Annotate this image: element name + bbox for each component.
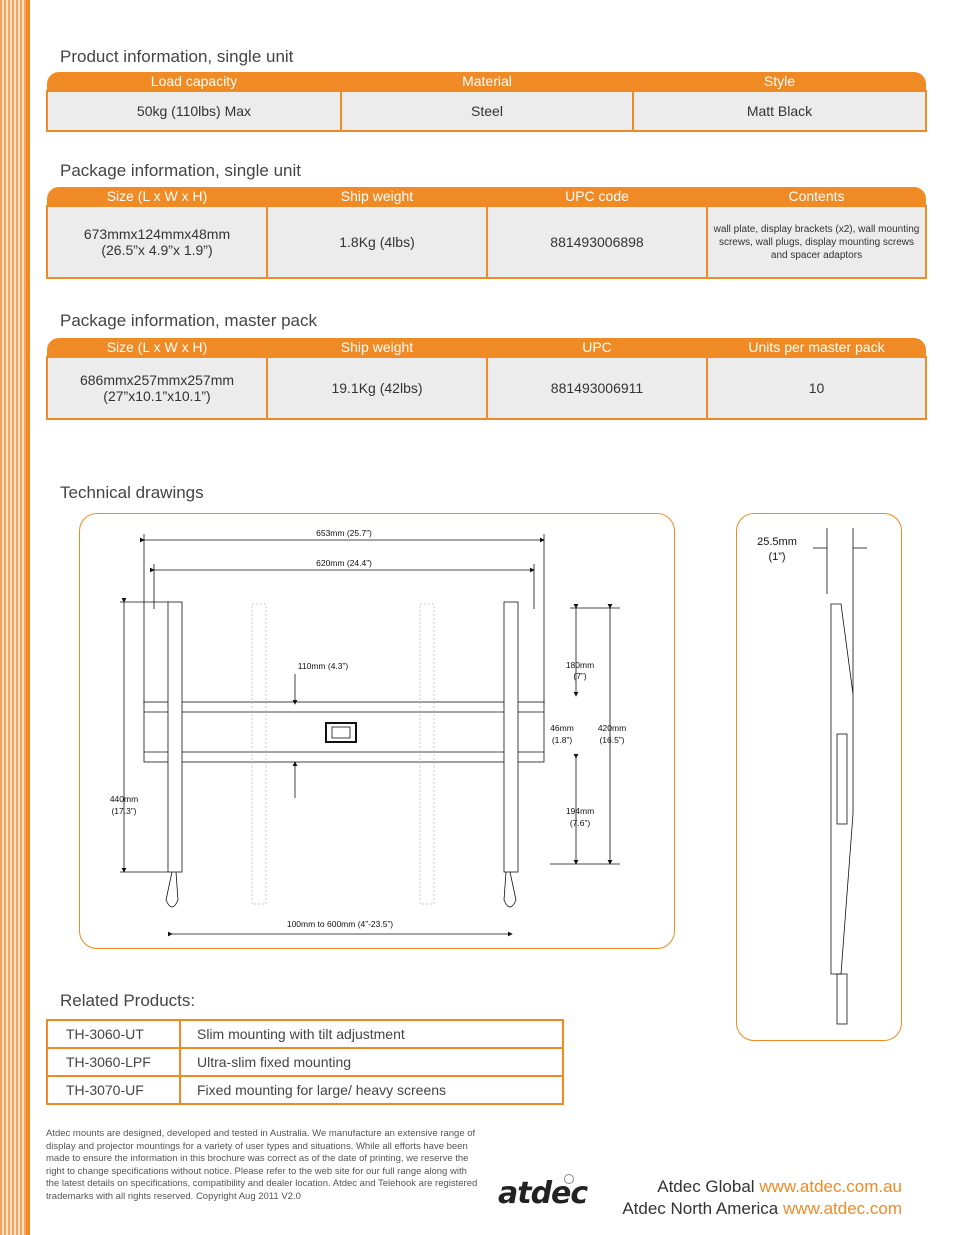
dim-total-width: 653mm (25.7”) [316,528,372,538]
dim-side-a: 25.5mm [757,536,797,548]
related-desc: Ultra-slim fixed mounting [180,1048,563,1076]
related-products-table [46,1019,564,1105]
package-size-in: (26.5”x 4.9”x 1.9”) [101,242,213,258]
package-upc-value: 881493006898 [487,206,707,278]
header-master-upc: UPC [487,338,707,357]
front-view-drawing [80,514,674,948]
dim-46b: (1.8”) [551,735,573,745]
related-row [47,1020,563,1048]
dim-194a: 194mm [565,806,595,816]
load-capacity-value: 50kg (110lbs) Max [47,91,341,131]
master-upc-value: 881493006911 [487,357,707,419]
master-weight-value: 19.1Kg (42lbs) [267,357,487,419]
style-value: Matt Black [633,91,926,131]
atdec-logo: atdec [498,1176,588,1211]
master-size-value [47,357,267,419]
na-label: Atdec North America [622,1199,779,1218]
dim-range: 100mm to 600mm (4”-23.5”) [286,919,394,929]
master-size-mm: 686mmx257mmx257mm [79,372,235,388]
related-row [47,1076,563,1104]
logo-registered-mark [564,1174,574,1184]
dim-hole-width: 620mm (24.4”) [316,558,372,568]
header-contents: Contents [707,187,926,206]
related-code: TH-3060-UT [47,1020,180,1048]
package-size-value [47,206,267,278]
master-units-value: 10 [707,357,926,419]
decorative-side-stripes [0,0,30,1235]
header-ship-weight: Ship weight [267,187,487,206]
related-row [47,1048,563,1076]
dim-side-b: (1”) [768,551,786,563]
dim-440a: 440mm [109,794,139,804]
technical-drawings-title: Technical drawings [60,483,204,502]
package-contents-value: wall plate, display brackets (x2), wall mounting screws, wall plugs, display mounting screws and spacer adaptors [707,206,926,278]
dim-180b: (7”) [573,671,587,681]
related-products-title: Related Products: [60,991,196,1010]
contact-north-america [622,1199,902,1219]
header-master-weight: Ship weight [267,338,487,357]
related-code: TH-3060-LPF [47,1048,180,1076]
dim-420b: (16.5”) [599,735,625,745]
product-info-title: Product information, single unit [60,47,294,66]
related-desc: Slim mounting with tilt adjustment [180,1020,563,1048]
dim-420a: 420mm [597,723,627,733]
dim-440b: (17.3”) [111,806,137,816]
dim-110: 110mm (4.3”) [297,661,349,671]
package-size-mm: 673mmx124mmx48mm [83,226,231,242]
dim-46a: 46mm [550,723,574,733]
front-drawing-box [79,513,675,949]
master-pack-table [46,338,927,420]
package-info-table [46,187,927,279]
master-pack-title: Package information, master pack [60,311,318,330]
related-code: TH-3070-UF [47,1076,180,1104]
related-desc: Fixed mounting for large/ heavy screens [180,1076,563,1104]
side-drawing-box [736,513,902,1041]
product-info-table [46,72,927,132]
header-master-size: Size (L x W x H) [47,338,267,357]
disclaimer-text: Atdec mounts are designed, developed and tested in Australia. We manufacture an extensive range of display and projector mountings for a variety of user types and situations. While all efforts have been made to ensure the information in this brochure was correct as of the date of printing, we reserve the right to change specifications without notice. Please refer to the web site for our full range along with the latest details on specifications, compatibility and dealer location. Atdec and Telehook are registered trademarks with all rights reserved. Copyright Aug 2011 V2.0 [46,1128,478,1202]
master-size-in: (27”x10.1”x10.1”) [103,388,211,404]
header-style: Style [633,72,926,91]
na-url-link[interactable]: www.atdec.com [782,1199,902,1218]
global-url-link[interactable]: www.atdec.com.au [759,1177,902,1196]
header-material: Material [341,72,633,91]
global-label: Atdec Global [657,1177,755,1196]
header-load-capacity: Load capacity [47,72,341,91]
contact-global [657,1177,902,1197]
package-weight-value: 1.8Kg (4lbs) [267,206,487,278]
side-view-drawing [737,514,901,1040]
header-size: Size (L x W x H) [47,187,267,206]
header-units-per-pack: Units per master pack [707,338,926,357]
dim-194b: (7.6”) [569,818,591,828]
package-info-title: Package information, single unit [60,161,301,180]
material-value: Steel [341,91,633,131]
dim-180a: 180mm [565,660,595,670]
header-upc-code: UPC code [487,187,707,206]
